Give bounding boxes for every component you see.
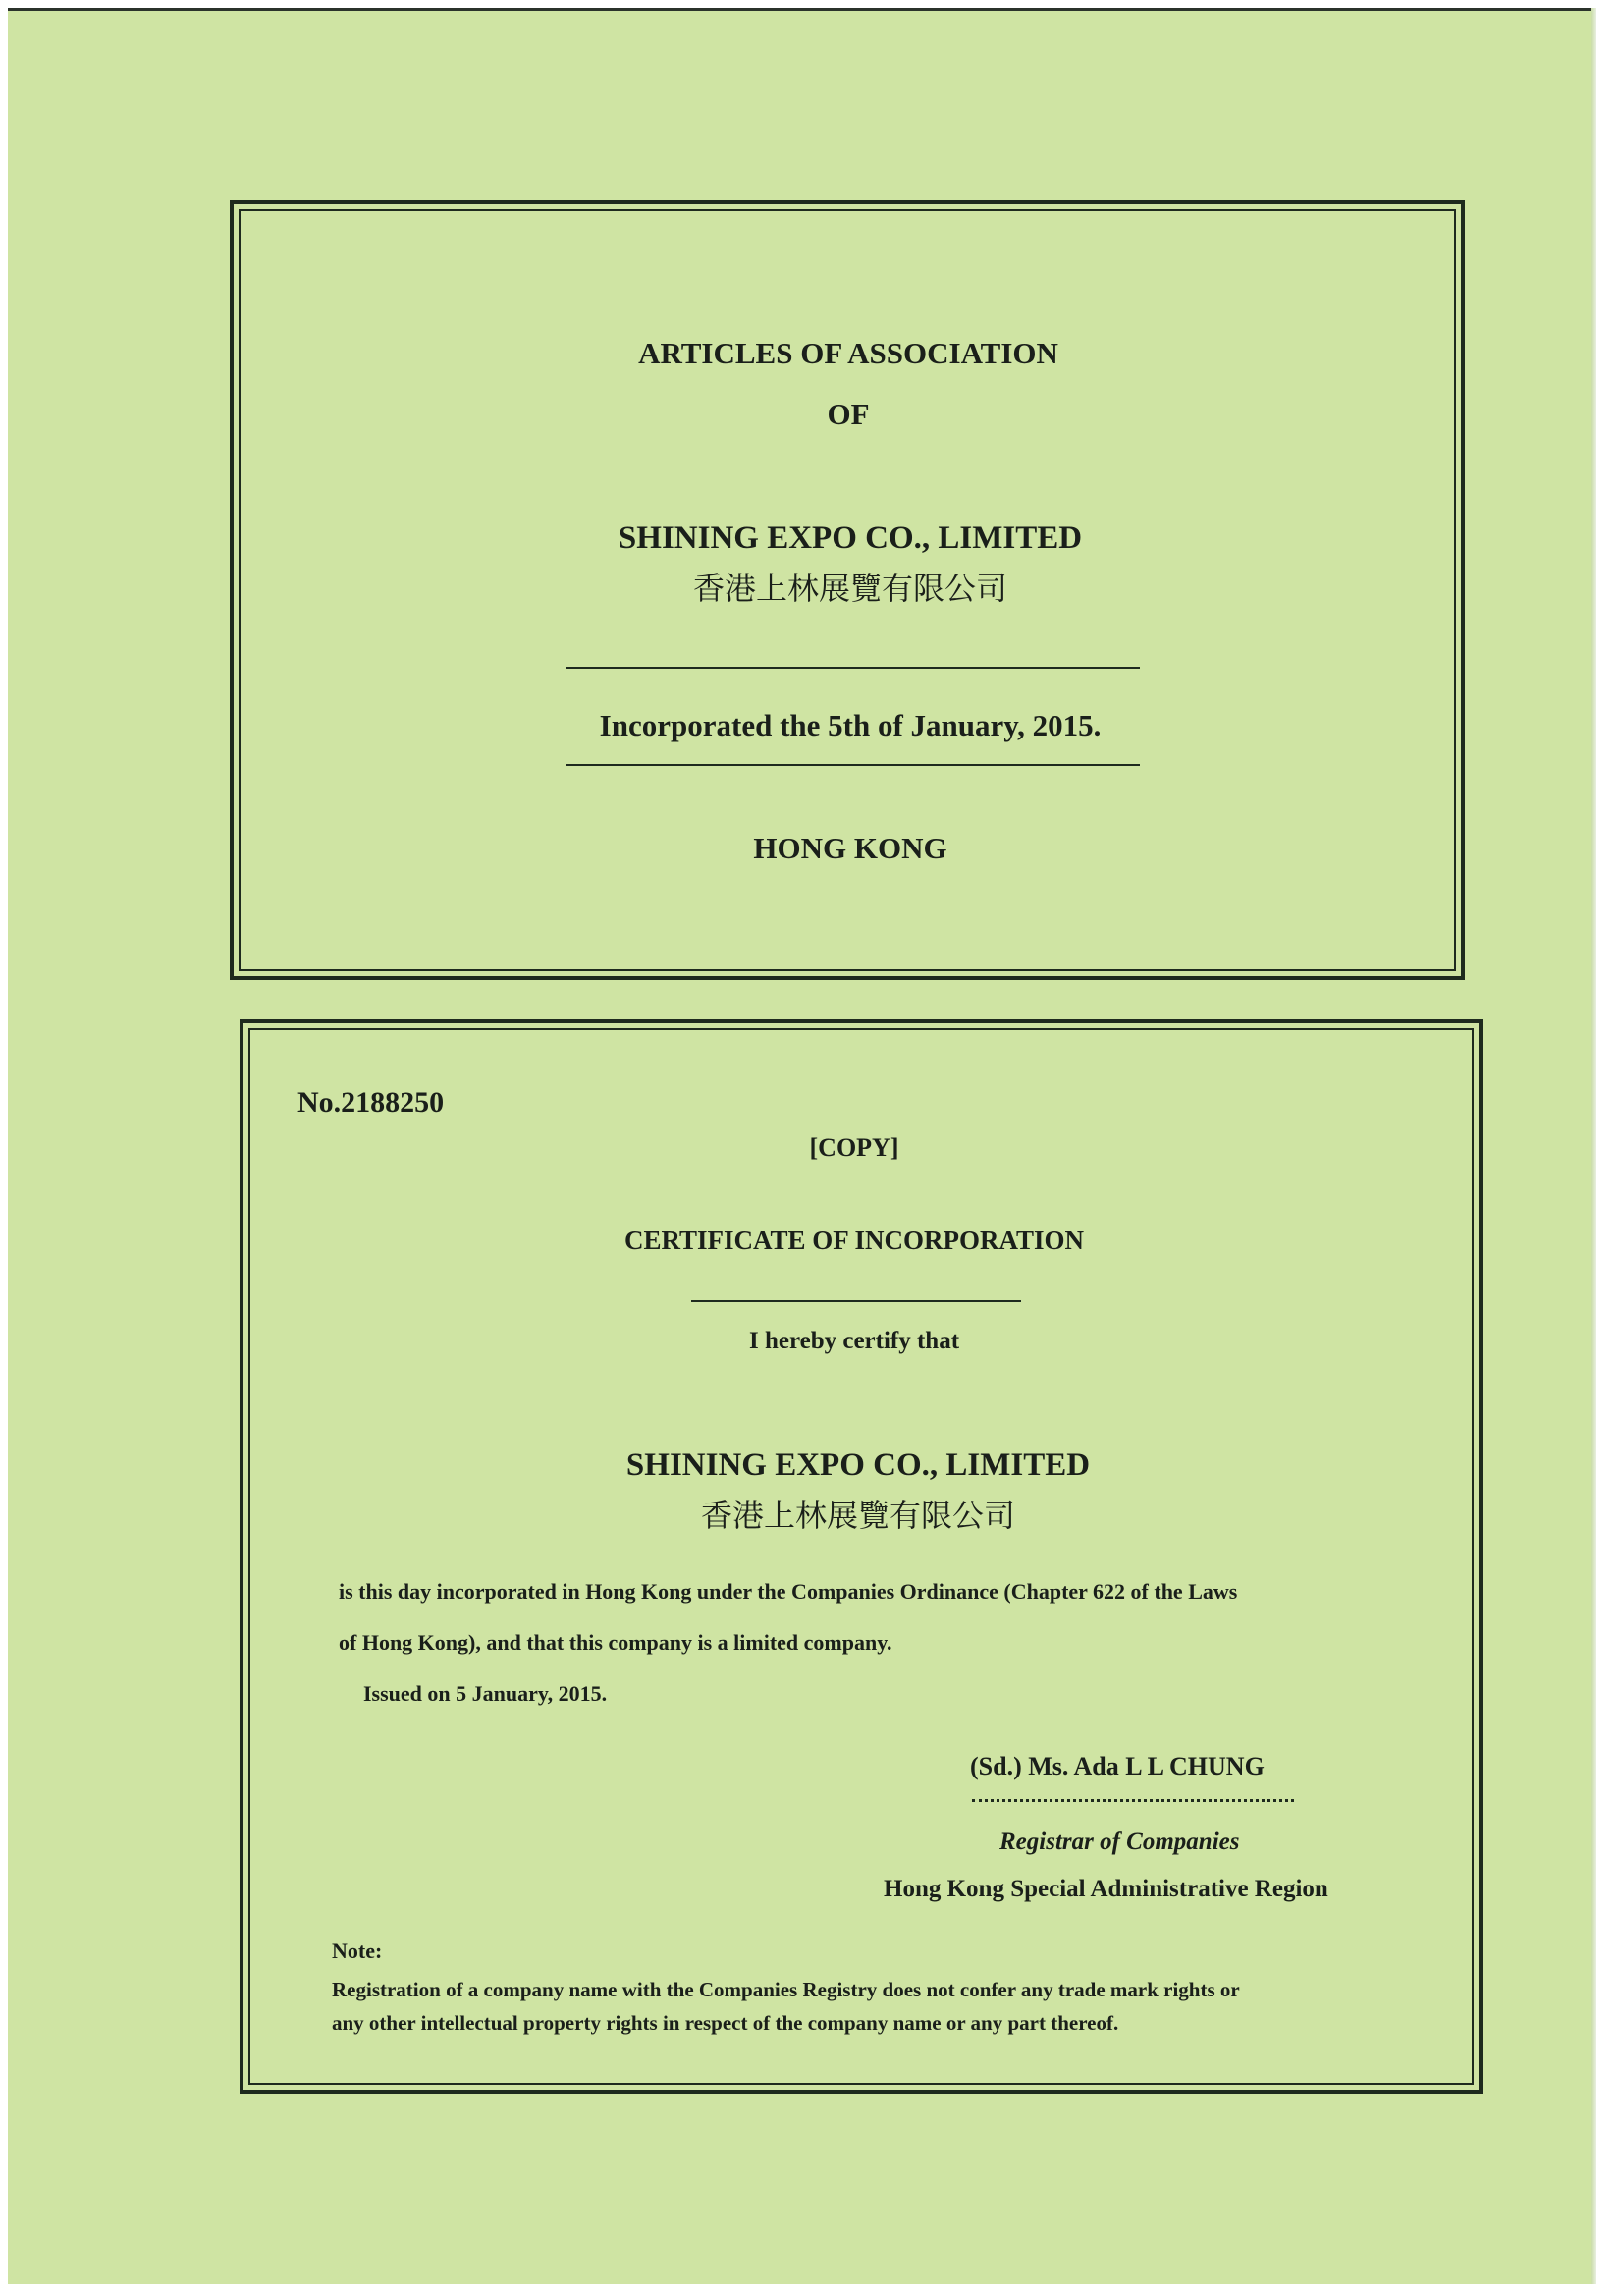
articles-place: HONG KONG xyxy=(753,831,947,865)
certificate-signature: (Sd.) Ms. Ada L L CHUNG xyxy=(970,1752,1265,1780)
articles-rule-bottom xyxy=(566,764,1140,766)
certificate-body-line1: is this day incorporated in Hong Kong under the Companies Ordinance (Chapter 622 of the Laws xyxy=(339,1579,1238,1604)
articles-title-of: OF xyxy=(827,397,870,431)
certificate-company-name-en: SHINING EXPO CO., LIMITED xyxy=(625,1448,1091,1483)
certificate-frame-inner xyxy=(248,1028,1474,2085)
page-right-edge xyxy=(1591,8,1596,2284)
page-top-edge xyxy=(8,8,1596,11)
articles-rule-top xyxy=(566,667,1140,669)
certificate-copy-label: [COPY] xyxy=(809,1133,899,1162)
articles-company-name-en: SHINING EXPO CO., LIMITED xyxy=(618,520,1083,556)
certificate-note-line2: any other intellectual property rights in respect of the company name or any part thereof. xyxy=(332,2011,1119,2035)
certificate-body-line2: of Hong Kong), and that this company is a limited company. xyxy=(339,1630,892,1655)
certificate-region: Hong Kong Special Administrative Region xyxy=(884,1876,1328,1902)
signature-dotted-line xyxy=(972,1799,1294,1802)
articles-company-name-zh: 香港上林展覽有限公司 xyxy=(692,570,1008,607)
certificate-note-label: Note: xyxy=(332,1939,383,1963)
certificate-company-name-zh: 香港上林展覽有限公司 xyxy=(700,1497,1016,1534)
certificate-certify-text: I hereby certify that xyxy=(748,1328,960,1354)
document-page xyxy=(8,8,1596,2284)
certificate-rule xyxy=(691,1300,1021,1302)
certificate-issued-date: Issued on 5 January, 2015. xyxy=(363,1681,608,1706)
articles-incorporated-date: Incorporated the 5th of January, 2015. xyxy=(599,708,1102,742)
certificate-note-line1: Registration of a company name with the Companies Registry does not confer any trade mark rights or xyxy=(332,1978,1240,2001)
articles-title: ARTICLES OF ASSOCIATION xyxy=(638,336,1058,370)
certificate-number: No.2188250 xyxy=(297,1086,445,1119)
certificate-registrar-title: Registrar of Companies xyxy=(999,1829,1240,1855)
certificate-frame xyxy=(240,1019,1483,2094)
certificate-title: CERTIFICATE OF INCORPORATION xyxy=(623,1226,1085,1255)
